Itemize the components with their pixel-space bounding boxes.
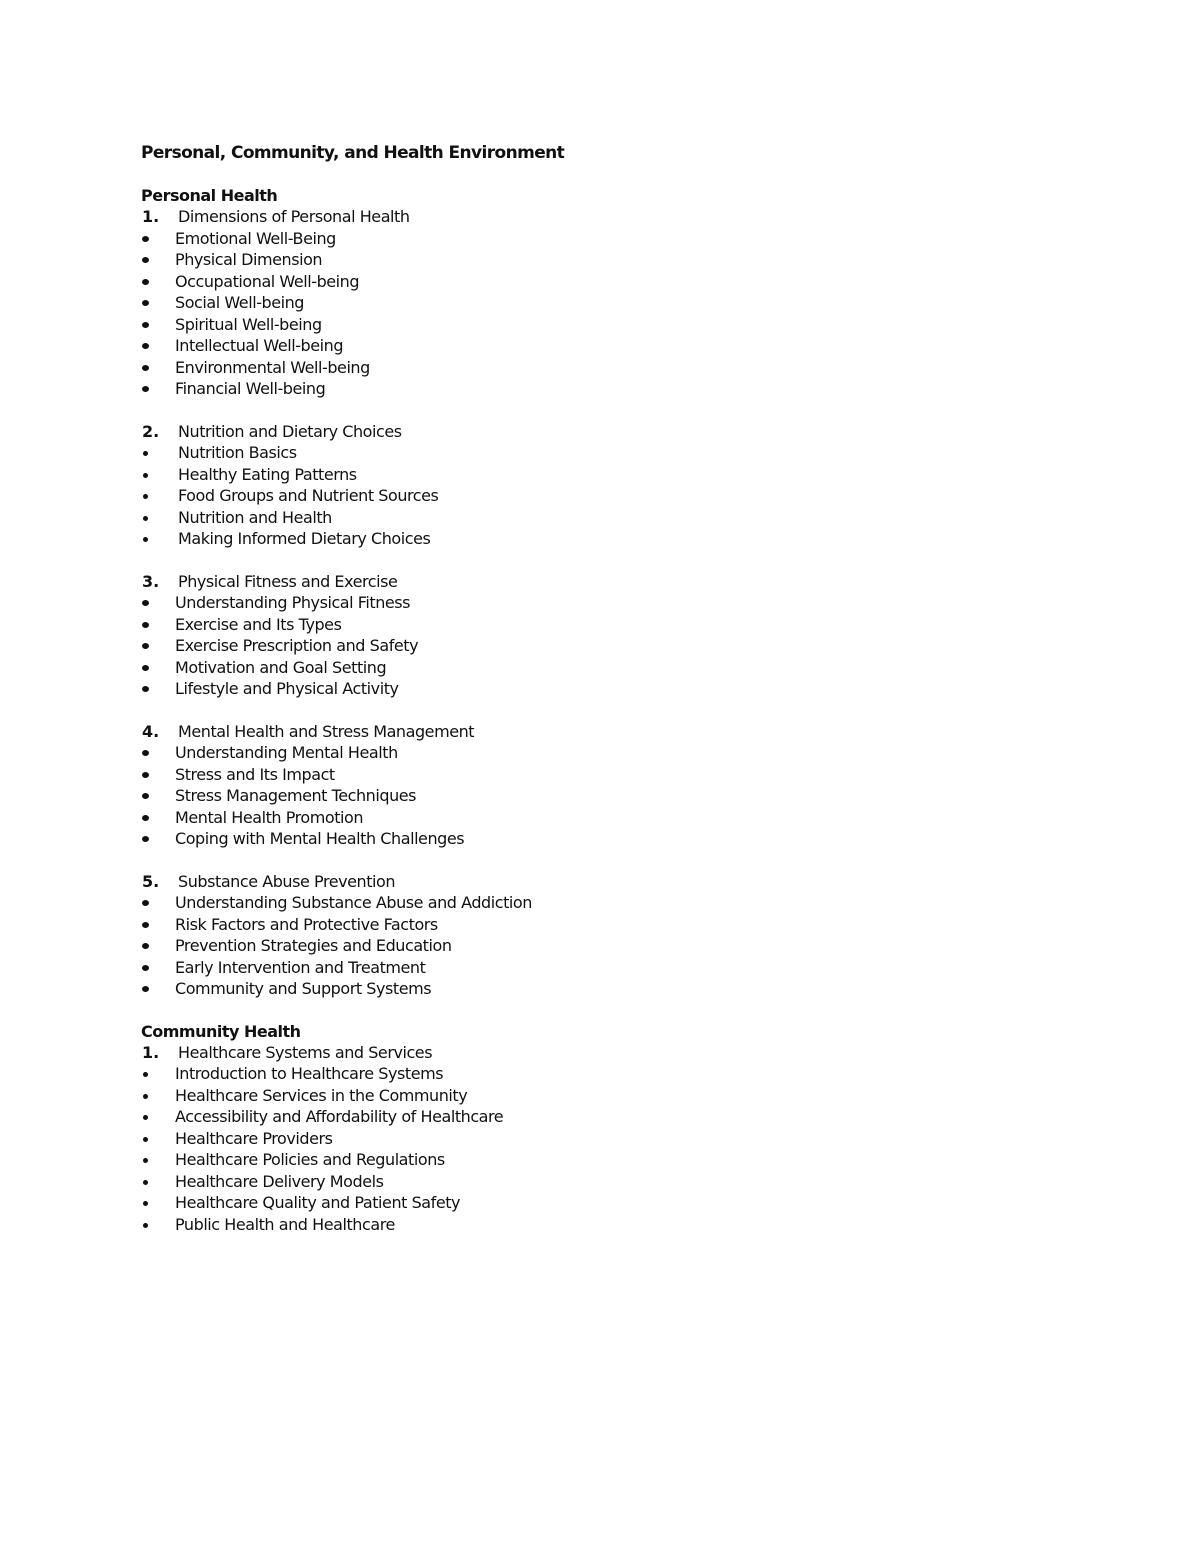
topic-title: Dimensions of Personal Health [178,207,410,226]
topic-heading [141,721,1041,743]
list-item-text: Introduction to Healthcare Systems [175,1064,444,1083]
list-item-text: Healthcare Quality and Patient Safety [175,1193,461,1212]
topic-title: Mental Health and Stress Management [178,721,475,741]
list-item-text: Healthcare Delivery Models [175,1171,384,1191]
list-item [141,742,1041,764]
list-item-text: Lifestyle and Physical Activity [175,679,399,698]
list-item-text: Understanding Mental Health [175,743,398,762]
bullet-icon [142,793,149,799]
bullet-icon [142,343,149,349]
list-item-text: Understanding Physical Fitness [175,593,411,612]
list-item [141,1214,1041,1236]
topic-title: Healthcare Systems and Services [178,1042,433,1062]
list-item-text: Food Groups and Nutrient Sources [178,486,439,505]
list-item [141,957,1041,979]
list-item [141,1106,1041,1128]
list-item-text: Physical Dimension [175,250,323,269]
topic-number: 2. [142,421,160,441]
topic-heading [141,1042,1041,1064]
list-item-text: Environmental Well-being [175,357,370,377]
list-item-text: Nutrition Basics [178,443,297,462]
bullet-icon [143,516,148,521]
list-item-text: Mental Health Promotion [175,807,364,827]
list-item-text: Healthy Eating Patterns [178,464,357,484]
list-item [141,485,1041,507]
list-item-text: Emotional Well-Being [175,228,336,248]
topic-heading [141,206,1041,228]
list-item [141,292,1041,314]
list-item [141,314,1041,336]
bullet-icon [143,451,148,456]
list-item-text: Social Well-being [175,293,305,312]
list-item [141,507,1041,529]
list-item-text: Understanding Substance Abuse and Addiction [175,893,532,912]
bullet-icon [142,922,149,928]
list-item [141,378,1041,400]
topic-number: 1. [142,1042,160,1062]
topic-title: Substance Abuse Prevention [178,871,396,891]
topic-heading [141,871,1041,893]
topic-group-5 [141,871,1041,1000]
bullet-icon [142,836,149,842]
bullet-icon [142,300,149,306]
bullet-icon [142,622,149,628]
list-item-text: Accessibility and Affordability of Healthcare [175,1107,504,1126]
bullet-icon [142,236,149,242]
bullet-icon [143,1115,148,1120]
section-heading-community-health: Community Health [141,1021,301,1041]
list-item-text: Risk Factors and Protective Factors [175,914,438,934]
list-item [141,528,1041,550]
list-item-text: Exercise and Its Types [175,614,342,634]
bullet-icon [143,1158,148,1163]
bullet-icon [143,1180,148,1185]
topic-number: 4. [142,721,160,741]
list-item [141,935,1041,957]
bullet-icon [143,1223,148,1228]
bullet-icon [142,815,149,821]
list-item [141,807,1041,829]
bullet-icon [143,494,148,499]
list-item-text: Community and Support Systems [175,979,432,998]
topic-group-4 [141,721,1041,850]
list-item-text: Stress and Its Impact [175,764,335,784]
bullet-icon [142,686,149,692]
bullet-icon [142,386,149,392]
topic-title: Physical Fitness and Exercise [178,571,398,591]
bullet-icon [142,900,149,906]
list-item [141,914,1041,936]
topic-number: 1. [142,207,160,226]
list-item [141,1149,1041,1171]
list-item-text: Exercise Prescription and Safety [175,636,419,655]
list-item [141,892,1041,914]
bullet-icon [142,279,149,285]
bullet-icon [142,986,149,992]
list-item [141,357,1041,379]
list-item [141,592,1041,614]
list-item [141,678,1041,700]
topic-group-3 [141,571,1041,700]
list-item-text: Healthcare Policies and Regulations [175,1150,445,1169]
bullet-icon [142,322,149,328]
list-item [141,828,1041,850]
list-item-text: Early Intervention and Treatment [175,957,426,977]
list-item-text: Stress Management Techniques [175,786,417,805]
bullet-icon [142,257,149,263]
bullet-icon [142,943,149,949]
list-item-text: Occupational Well-being [175,271,360,291]
bullet-icon [143,1137,148,1142]
list-item [141,1063,1041,1085]
list-item [141,464,1041,486]
list-item-text: Spiritual Well-being [175,314,322,334]
list-item [141,635,1041,657]
list-item-text: Prevention Strategies and Education [175,936,452,955]
bullet-icon [142,965,149,971]
topic-number: 3. [142,571,160,591]
bullet-icon [142,665,149,671]
list-item [141,1128,1041,1150]
list-item [141,442,1041,464]
list-item [141,1171,1041,1193]
bullet-icon [143,537,148,542]
list-item [141,614,1041,636]
bullet-icon [142,365,149,371]
topic-group-2 [141,421,1041,550]
list-item-text: Intellectual Well-being [175,336,344,355]
section-heading-personal-health: Personal Health [141,186,278,205]
list-item [141,271,1041,293]
topic-group-community-1 [141,1042,1041,1236]
list-item-text: Financial Well-being [175,379,326,398]
bullet-icon [143,1201,148,1206]
bullet-icon [142,772,149,778]
list-item-text: Coping with Mental Health Challenges [175,829,465,848]
list-item-text: Healthcare Providers [175,1128,333,1148]
list-item [141,657,1041,679]
list-item [141,228,1041,250]
bullet-icon [142,643,149,649]
list-item [141,764,1041,786]
list-item-text: Making Informed Dietary Choices [178,529,431,548]
bullet-icon [143,473,148,478]
list-item-text: Nutrition and Health [178,507,332,527]
list-item [141,785,1041,807]
list-item [141,1192,1041,1214]
document-title: Personal, Community, and Health Environment [141,143,565,163]
topic-group-1 [141,206,1041,400]
topic-heading [141,571,1041,593]
bullet-icon [142,600,149,606]
topic-heading [141,421,1041,443]
bullet-icon [143,1072,148,1077]
bullet-icon [142,750,149,756]
list-item [141,335,1041,357]
topic-number: 5. [142,871,160,891]
topic-title: Nutrition and Dietary Choices [178,421,402,441]
list-item [141,978,1041,1000]
list-item-text: Public Health and Healthcare [175,1214,395,1234]
list-item [141,1085,1041,1107]
list-item-text: Motivation and Goal Setting [175,657,387,677]
bullet-icon [143,1094,148,1099]
document-content [141,142,1041,1256]
list-item-text: Healthcare Services in the Community [175,1085,468,1105]
list-item [141,249,1041,271]
